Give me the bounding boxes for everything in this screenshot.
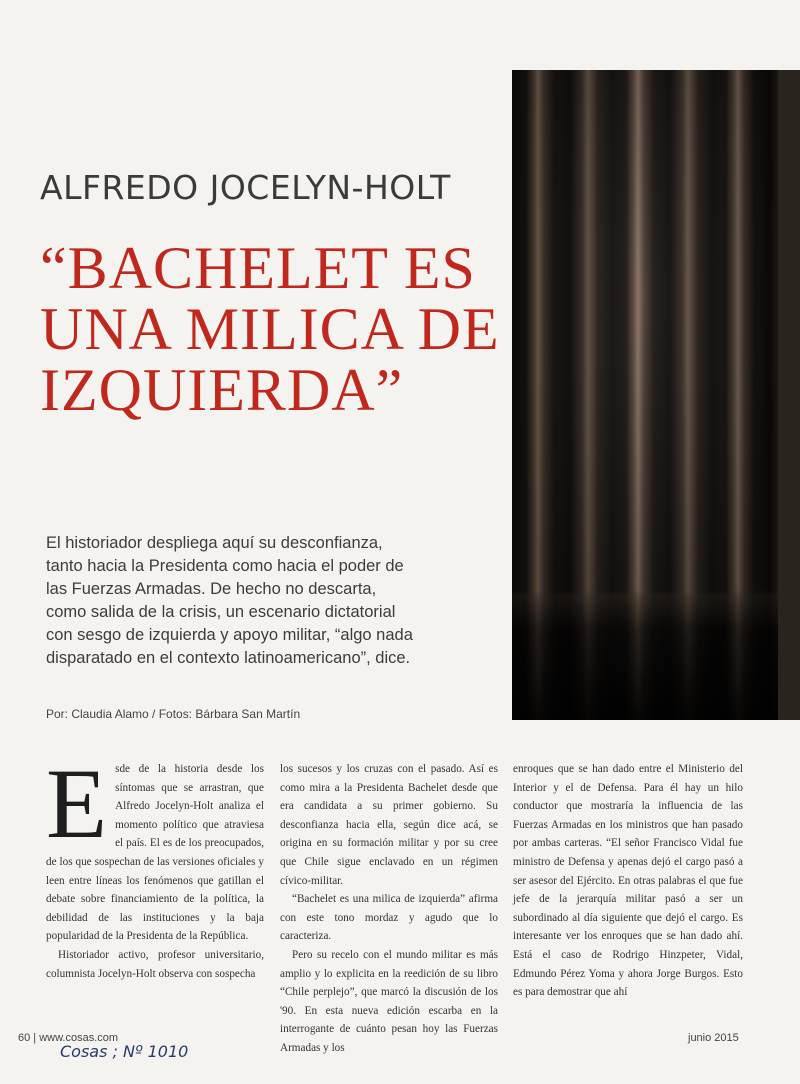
body-column-3	[513, 760, 743, 1002]
body-paragraph: “Bachelet es una milica de izquierda” afirma con este tono mordaz y agudo que lo caracteriza.	[280, 893, 498, 943]
body-column-1	[46, 748, 264, 983]
article-photo	[512, 70, 778, 720]
body-paragraph: Pero su recelo con el mundo militar es más amplio y lo explicita en la reedición de su libro “Chile perplejo”, que marcó la discusión de los '90. En esta nueva edición escarba en la interrogante de cuánto pesan hoy las Fuerzas Armadas y los	[280, 948, 498, 1054]
article-headline: “BACHELET ES UNA MILICA DE IZQUIERDA”	[40, 235, 500, 423]
body-paragraph: los sucesos y los cruzas con el pasado. Así es como mira a la Presidenta Bachelet desde que era candidata a su primer gobierno. Su desconfianza hacia ella, según dice acá, se origina en su formación militar y por su cree que Chile sigue enclavado en un régimen cívico-militar.	[280, 763, 498, 887]
body-paragraph: enroques que se han dado entre el Ministerio del Interior y el de Defensa. Para él hay un hilo conductor que mostraría la influencia de las Fuerzas Armadas en los ministros que han pasado por ambas carteras. “El señor Francisco Vidal fue ministro de Defensa y apenas dejó el cargo pasó a ser asesor del Ejército. En otras palabras el que fue jefe de la jerarquía militar pasó a ser un subordinado al día siguiente que dejó el cargo. Es interesante ver los enroques que se han dado ahí. Está el caso de Rodrigo Hinzpeter, Vidal, Edmundo Pérez Yoma y ahora Jorge Burgos. Esto es para demostrar que ahí	[513, 763, 743, 999]
body-column-2	[280, 760, 498, 1058]
issue-date: junio 2015	[688, 1032, 739, 1044]
page-folio: 60 | www.cosas.com	[18, 1032, 119, 1044]
drop-cap: E	[46, 748, 108, 859]
byline: Por: Claudia Alamo / Fotos: Bárbara San Martín	[46, 707, 301, 721]
body-paragraph: Historiador activo, profesor universitario, columnista Jocelyn-Holt observa con sospecha	[46, 948, 264, 980]
article-lead: El historiador despliega aquí su desconfianza, tanto hacia la Presidenta como hacia el poder de las Fuerzas Armadas. De hecho no descarta, como salida de la crisis, un escenario dictatorial con sesgo de izquierda y apoyo militar, “algo nada disparatado en el contexto latinoamericano”, dice.	[46, 534, 413, 667]
photo-edge	[778, 70, 800, 720]
handwritten-note: Cosas ; Nº 1010	[60, 1042, 189, 1061]
body-paragraph: sde de la historia desde los síntomas que se arrastran, que Alfredo Jocelyn-Holt analiza el momento político que atraviesa el país. El es de los preocupados, de los que sospechan de las versiones oficiales y leen entre líneas los fenómenos que gatillan el debate sobre financiamiento de la política, la debilidad de las instituciones y la baja popularidad de la Presidenta de la República.	[46, 763, 264, 943]
interviewee-name: ALFREDO JOCELYN-HOLT	[40, 168, 451, 207]
